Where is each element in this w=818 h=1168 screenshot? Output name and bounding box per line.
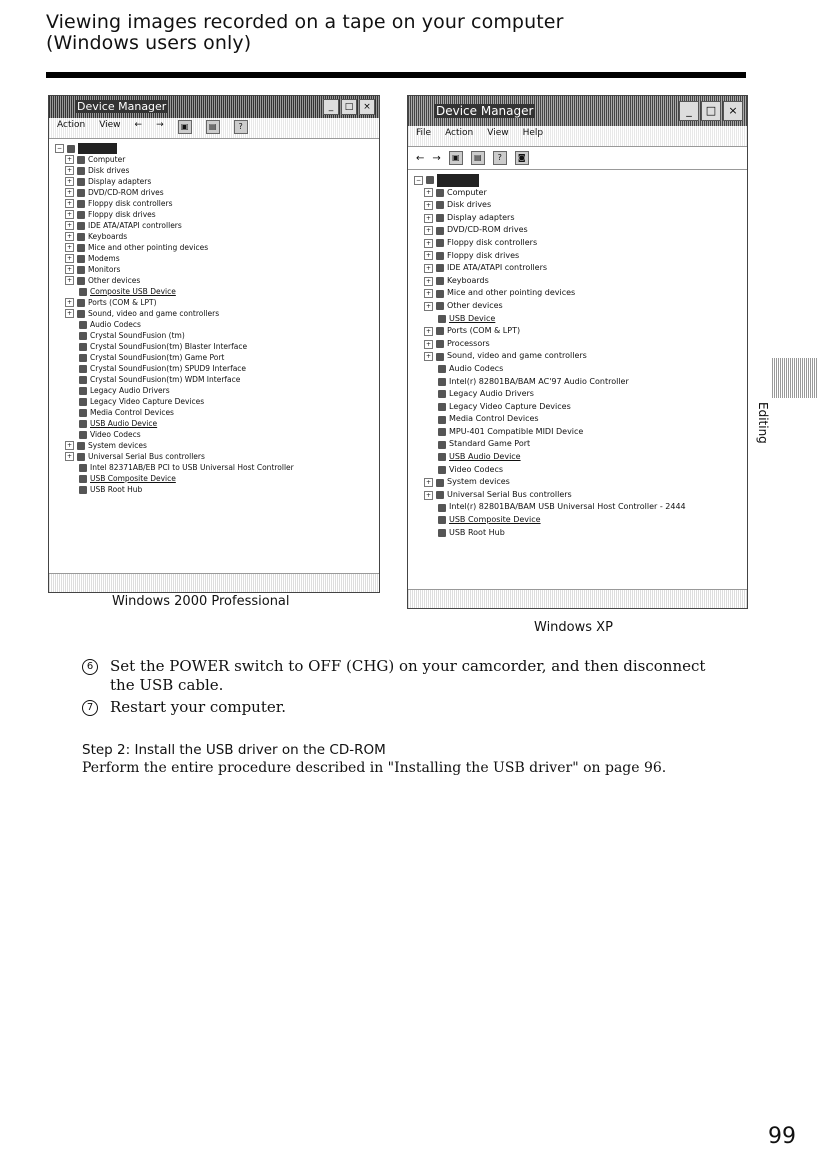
tree-item-label: Modems: [88, 254, 120, 263]
device-icon: [79, 475, 87, 483]
tree-root[interactable]: −: [55, 143, 377, 154]
computer-icon: [67, 145, 75, 153]
tree-item-label: Crystal SoundFusion(tm) Game Port: [90, 353, 225, 362]
device-icon: [77, 277, 85, 285]
caption-windows-2000: Windows 2000 Professional: [112, 594, 290, 609]
step-7-number: 7: [82, 700, 98, 716]
device-icon: [77, 211, 85, 219]
expand-icon[interactable]: +: [66, 189, 73, 196]
tree-item-label: Ports (COM & LPT): [447, 326, 521, 336]
expand-icon[interactable]: +: [425, 214, 432, 222]
tree-item-label: Ports (COM & LPT): [88, 298, 157, 307]
wxp-titlebar: [408, 96, 747, 126]
tree-item[interactable]: [55, 165, 377, 176]
tree-item-label: Other devices: [447, 300, 503, 310]
tree-item[interactable]: [55, 407, 377, 418]
device-icon: [436, 239, 444, 247]
step-2-body: Perform the entire procedure described in "Installing the USB driver" on page 96.: [82, 760, 667, 776]
minimize-icon[interactable]: _: [679, 101, 699, 121]
print-icon[interactable]: ▤: [471, 151, 485, 165]
expand-icon[interactable]: +: [425, 479, 432, 487]
tree-item[interactable]: [55, 187, 377, 198]
expand-icon[interactable]: +: [425, 189, 432, 197]
tree-item-label: Legacy Audio Drivers: [449, 389, 534, 399]
tree-item-label: Monitors: [88, 265, 121, 274]
print-icon[interactable]: ▤: [206, 120, 220, 134]
tree-item-label: Video Codecs: [90, 430, 141, 439]
device-icon: [436, 227, 444, 235]
page-number: 99: [768, 1124, 796, 1149]
tree-item[interactable]: [414, 199, 745, 212]
tree-item[interactable]: [414, 250, 745, 263]
device-icon: [79, 376, 87, 384]
tree-item[interactable]: [55, 154, 377, 165]
page-title: [46, 12, 563, 54]
device-icon: [79, 409, 87, 417]
tree-item[interactable]: [55, 231, 377, 242]
tree-item[interactable]: [55, 242, 377, 253]
device-icon: [436, 277, 444, 285]
tree-item-label: Intel(r) 82801BA/BAM AC'97 Audio Controller: [449, 376, 629, 386]
expand-icon[interactable]: +: [425, 340, 432, 348]
expand-icon[interactable]: +: [425, 353, 432, 361]
tree-item[interactable]: [55, 429, 377, 440]
device-icon: [79, 321, 87, 329]
scan-icon[interactable]: ◙: [515, 151, 529, 165]
device-icon: [79, 343, 87, 351]
w2k-menu-action[interactable]: Action: [57, 120, 86, 130]
device-icon: [79, 464, 87, 472]
tree-item-label: Media Control Devices: [449, 414, 539, 424]
device-icon: [77, 233, 85, 241]
device-icon: [79, 387, 87, 395]
expand-icon[interactable]: +: [66, 442, 73, 449]
maximize-icon[interactable]: □: [341, 99, 357, 115]
tree-item-label: Sound, video and game controllers: [88, 309, 220, 318]
tree-item[interactable]: [414, 527, 745, 540]
expand-icon[interactable]: +: [66, 222, 73, 229]
device-icon: [436, 353, 444, 361]
tree-item-label: MPU-401 Compatible MIDI Device: [449, 426, 584, 436]
device-icon: [436, 264, 444, 272]
device-icon: [436, 214, 444, 222]
tree-item-label: Floppy disk drives: [447, 250, 520, 260]
expand-icon[interactable]: +: [66, 266, 73, 273]
device-icon: [438, 428, 446, 436]
device-icon: [79, 398, 87, 406]
tree-item[interactable]: [414, 300, 745, 313]
tree-item-label: Mice and other pointing devices: [447, 288, 576, 298]
w2k-window-title: Device Manager: [77, 100, 167, 113]
close-icon[interactable]: ×: [359, 99, 375, 115]
expand-icon[interactable]: +: [66, 244, 73, 251]
device-icon: [438, 315, 446, 323]
tree-item-label: USB Audio Device: [449, 452, 521, 462]
tree-item[interactable]: [55, 253, 377, 264]
expand-icon[interactable]: +: [66, 167, 73, 174]
tree-item-label: Crystal SoundFusion (tm): [90, 331, 185, 340]
device-icon: [77, 266, 85, 274]
device-icon: [438, 504, 446, 512]
title-rule: [46, 72, 746, 78]
tree-item[interactable]: [55, 396, 377, 407]
help-icon[interactable]: ?: [234, 120, 248, 134]
expand-icon[interactable]: +: [425, 302, 432, 310]
tree-item[interactable]: [414, 262, 745, 275]
device-icon: [77, 200, 85, 208]
wxp-menubar: [408, 126, 747, 147]
tree-item[interactable]: [414, 438, 745, 451]
step-6: [82, 657, 762, 695]
tree-item-label: Intel 82371AB/EB PCI to USB Universal Host Controller: [90, 463, 294, 472]
tree-item-label: Universal Serial Bus controllers: [447, 489, 572, 499]
device-icon: [77, 442, 85, 450]
wxp-window-title: Device Manager: [436, 104, 534, 118]
tree-item[interactable]: [414, 451, 745, 464]
expand-icon[interactable]: +: [425, 239, 432, 247]
step-6-text-line-2: the USB cable.: [110, 676, 224, 694]
wxp-menu-help[interactable]: Help: [522, 128, 544, 138]
tree-item-label: Floppy disk controllers: [88, 199, 173, 208]
tree-item-label: Standard Game Port: [449, 439, 531, 449]
windows-xp-device-manager: [407, 95, 748, 609]
tree-item[interactable]: [414, 224, 745, 237]
device-icon: [77, 156, 85, 164]
expand-icon[interactable]: +: [425, 491, 432, 499]
expand-icon[interactable]: +: [66, 453, 73, 460]
tree-item-label: Crystal SoundFusion(tm) SPUD9 Interface: [90, 364, 247, 373]
tree-item[interactable]: [414, 489, 745, 502]
device-icon: [438, 416, 446, 424]
device-icon: [438, 441, 446, 449]
tree-item[interactable]: [55, 286, 377, 297]
tree-item[interactable]: [55, 330, 377, 341]
tree-item[interactable]: [414, 350, 745, 363]
tree-item-label: Video Codecs: [449, 464, 504, 474]
expand-icon[interactable]: +: [66, 299, 73, 306]
device-icon: [77, 189, 85, 197]
expand-icon[interactable]: +: [66, 233, 73, 240]
maximize-icon[interactable]: □: [701, 101, 721, 121]
tree-item-label: Crystal SoundFusion(tm) WDM Interface: [90, 375, 241, 384]
device-icon: [436, 252, 444, 260]
tree-item[interactable]: [55, 319, 377, 330]
expand-icon[interactable]: +: [66, 200, 73, 207]
expand-icon[interactable]: +: [425, 201, 432, 209]
tree-item[interactable]: [414, 476, 745, 489]
tree-item-label: Crystal SoundFusion(tm) Blaster Interface: [90, 342, 248, 351]
tree-item-label: Other devices: [88, 276, 141, 285]
help-icon[interactable]: ?: [493, 151, 507, 165]
tree-item[interactable]: [414, 187, 745, 200]
tree-item[interactable]: [414, 325, 745, 338]
tree-item-label: Floppy disk drives: [88, 210, 156, 219]
step-7: [82, 698, 762, 717]
expand-icon[interactable]: +: [66, 211, 73, 218]
expand-icon[interactable]: +: [425, 227, 432, 235]
device-icon: [436, 491, 444, 499]
tree-item-label: Composite USB Device: [90, 287, 176, 296]
device-icon: [77, 167, 85, 175]
tree-item-label: Computer: [88, 155, 126, 164]
wxp-toolbar: [408, 147, 747, 170]
device-icon: [438, 529, 446, 537]
tree-item[interactable]: [55, 220, 377, 231]
tree-item[interactable]: [55, 198, 377, 209]
tree-item[interactable]: [55, 176, 377, 187]
windows-2000-device-manager: [48, 95, 380, 593]
tree-item[interactable]: [414, 287, 745, 300]
tree-item-label: USB Root Hub: [449, 527, 505, 537]
device-icon: [438, 403, 446, 411]
tree-item-label: USB Composite Device: [449, 515, 541, 525]
tree-item-label: Computer: [447, 187, 487, 197]
tree-item[interactable]: [55, 363, 377, 374]
tree-item-label: IDE ATA/ATAPI controllers: [88, 221, 182, 230]
tree-item[interactable]: [55, 418, 377, 429]
tree-item[interactable]: [414, 212, 745, 225]
expand-icon[interactable]: +: [425, 264, 432, 272]
device-icon: [436, 327, 444, 335]
tree-item[interactable]: [55, 341, 377, 352]
device-icon: [77, 255, 85, 263]
tree-item-label: IDE ATA/ATAPI controllers: [447, 263, 548, 273]
tree-item-label: DVD/CD-ROM drives: [88, 188, 164, 197]
step-6-number: 6: [82, 659, 98, 675]
tree-item-label: Disk drives: [447, 200, 492, 210]
step-2-heading: Step 2: Install the USB driver on the CD-ROM: [82, 742, 386, 758]
close-icon[interactable]: ×: [723, 101, 743, 121]
tree-item-label: Disk drives: [88, 166, 130, 175]
device-icon: [79, 486, 87, 494]
expand-icon[interactable]: +: [66, 255, 73, 262]
side-tab-label: Editing: [756, 402, 770, 444]
w2k-statusbar: [49, 573, 379, 592]
tree-item[interactable]: [414, 426, 745, 439]
wxp-menu-file[interactable]: File: [416, 128, 432, 138]
tree-item-label: USB Audio Device: [90, 419, 158, 428]
tree-item[interactable]: [55, 308, 377, 319]
tree-item[interactable]: [414, 514, 745, 527]
tree-item[interactable]: [55, 275, 377, 286]
tree-item[interactable]: [55, 473, 377, 484]
tree-item-label: Mice and other pointing devices: [88, 243, 209, 252]
device-icon: [77, 178, 85, 186]
expand-icon[interactable]: +: [425, 277, 432, 285]
tree-item-label: USB Device: [449, 313, 496, 323]
tree-item[interactable]: [55, 484, 377, 495]
tree-item-label: Display adapters: [447, 212, 515, 222]
tree-item-label: System devices: [88, 441, 147, 450]
tree-item[interactable]: [55, 374, 377, 385]
tree-item-label: USB Root Hub: [90, 485, 143, 494]
device-icon: [438, 516, 446, 524]
forward-icon[interactable]: →: [156, 120, 164, 130]
device-icon: [438, 453, 446, 461]
device-icon: [436, 189, 444, 197]
device-icon: [79, 431, 87, 439]
w2k-menubar: [49, 118, 379, 139]
tree-item[interactable]: [414, 376, 745, 389]
device-icon: [77, 222, 85, 230]
device-icon: [79, 288, 87, 296]
expand-icon[interactable]: +: [66, 310, 73, 317]
device-icon: [77, 299, 85, 307]
tree-item-label: Audio Codecs: [90, 320, 141, 329]
step-6-text-line-1: Set the POWER switch to OFF (CHG) on your camcorder, and then disconnect: [110, 657, 706, 675]
back-icon[interactable]: ←: [134, 120, 143, 130]
tree-item-label: Display adapters: [88, 177, 152, 186]
tree-item[interactable]: [55, 264, 377, 275]
device-icon: [79, 354, 87, 362]
step-7-text: Restart your computer.: [110, 698, 287, 716]
device-icon: [438, 466, 446, 474]
device-icon: [436, 290, 444, 298]
tree-item[interactable]: [55, 451, 377, 462]
tree-item[interactable]: [414, 237, 745, 250]
expand-icon[interactable]: +: [425, 290, 432, 298]
tree-item-label: Media Control Devices: [90, 408, 174, 417]
tree-item-label: System devices: [447, 477, 510, 487]
device-icon: [79, 420, 87, 428]
tree-root[interactable]: −: [414, 174, 745, 187]
tree-item-label: Audio Codecs: [449, 363, 504, 373]
device-icon: [438, 390, 446, 398]
back-icon[interactable]: ←: [416, 152, 425, 164]
tree-item-label: Legacy Video Capture Devices: [90, 397, 205, 406]
tree-item[interactable]: [414, 464, 745, 477]
tree-item-label: Universal Serial Bus controllers: [88, 452, 205, 461]
tree-item[interactable]: [55, 440, 377, 451]
wxp-device-tree: [408, 170, 747, 539]
minimize-icon[interactable]: _: [323, 99, 339, 115]
device-icon: [438, 365, 446, 373]
wxp-menu-action[interactable]: Action: [445, 128, 474, 138]
expand-icon[interactable]: +: [425, 327, 432, 335]
expand-icon[interactable]: +: [66, 277, 73, 284]
tree-item[interactable]: [414, 401, 745, 414]
tree-item[interactable]: [55, 352, 377, 363]
wxp-menu-view[interactable]: View: [487, 128, 509, 138]
tree-item-label: DVD/CD-ROM drives: [447, 225, 528, 235]
tree-item-label: Intel(r) 82801BA/BAM USB Universal Host Controller - 2444: [449, 502, 686, 512]
device-icon: [436, 479, 444, 487]
properties-icon[interactable]: ▣: [178, 120, 192, 134]
device-icon: [436, 302, 444, 310]
tree-item-label: Processors: [447, 338, 490, 348]
wxp-statusbar: [408, 589, 747, 608]
caption-windows-xp: Windows XP: [534, 620, 613, 635]
side-tab-marker: [772, 358, 818, 398]
tree-item[interactable]: [55, 385, 377, 396]
w2k-titlebar: [49, 96, 379, 118]
title-line-2: (Windows users only): [46, 32, 252, 54]
properties-icon[interactable]: ▣: [449, 151, 463, 165]
w2k-menu-view[interactable]: View: [99, 120, 121, 130]
tree-item[interactable]: [55, 462, 377, 473]
tree-item-label: Keyboards: [447, 275, 489, 285]
tree-item[interactable]: [414, 313, 745, 326]
expand-icon[interactable]: +: [66, 156, 73, 163]
device-icon: [77, 310, 85, 318]
tree-item-label: Sound, video and game controllers: [447, 351, 587, 361]
title-line-1: Viewing images recorded on a tape on your computer: [46, 11, 564, 33]
expand-icon[interactable]: +: [425, 252, 432, 260]
expand-icon[interactable]: +: [66, 178, 73, 185]
tree-item[interactable]: [414, 363, 745, 376]
device-icon: [436, 340, 444, 348]
device-icon: [77, 244, 85, 252]
device-icon: [438, 378, 446, 386]
device-icon: [79, 365, 87, 373]
tree-item-label: Legacy Audio Drivers: [90, 386, 170, 395]
tree-item[interactable]: [414, 413, 745, 426]
tree-item[interactable]: [414, 275, 745, 288]
tree-item[interactable]: [414, 388, 745, 401]
tree-item-label: Keyboards: [88, 232, 128, 241]
w2k-device-tree: [49, 139, 379, 495]
device-icon: [436, 201, 444, 209]
device-icon: [79, 332, 87, 340]
device-icon: [77, 453, 85, 461]
tree-item[interactable]: [414, 338, 745, 351]
tree-item[interactable]: [55, 209, 377, 220]
tree-item-label: Legacy Video Capture Devices: [449, 401, 571, 411]
tree-item[interactable]: [55, 297, 377, 308]
tree-item[interactable]: [414, 501, 745, 514]
forward-icon[interactable]: →: [432, 152, 441, 164]
tree-item-label: USB Composite Device: [90, 474, 176, 483]
computer-icon: [426, 176, 434, 184]
tree-item-label: Floppy disk controllers: [447, 237, 538, 247]
